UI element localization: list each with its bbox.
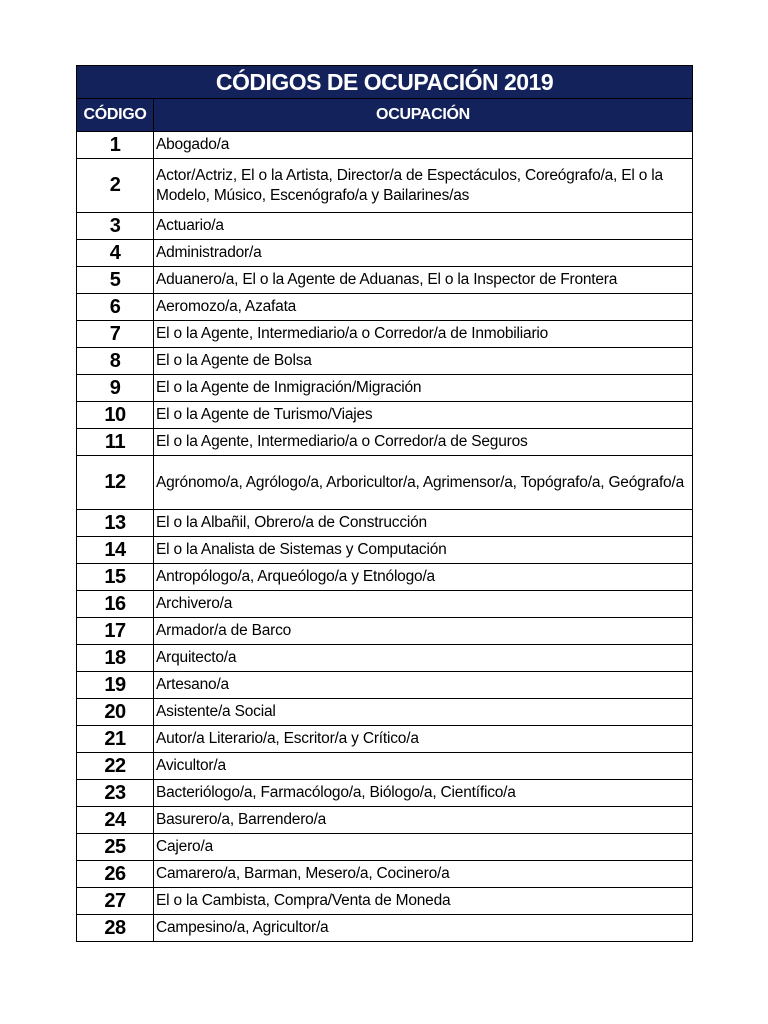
- occupation-cell: El o la Agente, Intermediario/a o Corredor/a de Inmobiliario: [154, 321, 693, 348]
- table-row: [77, 564, 693, 591]
- code-cell: 3: [77, 213, 154, 240]
- code-cell: 9: [77, 375, 154, 402]
- occupation-cell: Actor/Actriz, El o la Artista, Director/a de Espectáculos, Coreógrafo/a, El o la Modelo, Músico, Escenógrafo/a y Bailarines/as: [154, 159, 693, 213]
- table-row: [77, 375, 693, 402]
- table-row: [77, 591, 693, 618]
- table-header-row: [77, 99, 693, 132]
- table-row: [77, 132, 693, 159]
- occupation-cell: Basurero/a, Barrendero/a: [154, 807, 693, 834]
- code-cell: 21: [77, 726, 154, 753]
- occupation-cell: Avicultor/a: [154, 753, 693, 780]
- occupation-codes-table: [76, 65, 693, 942]
- code-cell: 18: [77, 645, 154, 672]
- occupation-cell: Aeromozo/a, Azafata: [154, 294, 693, 321]
- code-cell: 2: [77, 159, 154, 213]
- occupation-cell: Antropólogo/a, Arqueólogo/a y Etnólogo/a: [154, 564, 693, 591]
- occupation-cell: Abogado/a: [154, 132, 693, 159]
- occupation-cell: Artesano/a: [154, 672, 693, 699]
- table-row: [77, 510, 693, 537]
- occupation-cell: El o la Agente de Bolsa: [154, 348, 693, 375]
- code-cell: 27: [77, 888, 154, 915]
- occupation-cell: Camarero/a, Barman, Mesero/a, Cocinero/a: [154, 861, 693, 888]
- occupation-cell: Cajero/a: [154, 834, 693, 861]
- occupation-cell: Arquitecto/a: [154, 645, 693, 672]
- table-row: [77, 807, 693, 834]
- table-title: CÓDIGOS DE OCUPACIÓN 2019: [77, 66, 693, 99]
- table-row: [77, 429, 693, 456]
- table-row: [77, 294, 693, 321]
- table-row: [77, 834, 693, 861]
- code-cell: 16: [77, 591, 154, 618]
- occupation-cell: Campesino/a, Agricultor/a: [154, 915, 693, 942]
- code-cell: 23: [77, 780, 154, 807]
- code-cell: 5: [77, 267, 154, 294]
- table-row: [77, 537, 693, 564]
- occupation-cell: Aduanero/a, El o la Agente de Aduanas, El o la Inspector de Frontera: [154, 267, 693, 294]
- table-row: [77, 672, 693, 699]
- code-cell: 28: [77, 915, 154, 942]
- occupation-cell: Administrador/a: [154, 240, 693, 267]
- table-row: [77, 780, 693, 807]
- code-cell: 13: [77, 510, 154, 537]
- table-row: [77, 645, 693, 672]
- occupation-cell: Asistente/a Social: [154, 699, 693, 726]
- occupation-cell: Agrónomo/a, Agrólogo/a, Arboricultor/a, Agrimensor/a, Topógrafo/a, Geógrafo/a: [154, 456, 693, 510]
- code-cell: 20: [77, 699, 154, 726]
- code-cell: 15: [77, 564, 154, 591]
- occupation-cell: El o la Analista de Sistemas y Computación: [154, 537, 693, 564]
- code-cell: 17: [77, 618, 154, 645]
- table-row: [77, 699, 693, 726]
- table-row: [77, 753, 693, 780]
- code-cell: 22: [77, 753, 154, 780]
- table-row: [77, 915, 693, 942]
- table-body: [77, 132, 693, 942]
- code-cell: 12: [77, 456, 154, 510]
- column-header-occupation: OCUPACIÓN: [154, 99, 693, 132]
- table-row: [77, 402, 693, 429]
- table-row: [77, 267, 693, 294]
- table-row: [77, 726, 693, 753]
- code-cell: 24: [77, 807, 154, 834]
- code-cell: 8: [77, 348, 154, 375]
- table-row: [77, 348, 693, 375]
- code-cell: 19: [77, 672, 154, 699]
- occupation-cell: Bacteriólogo/a, Farmacólogo/a, Biólogo/a, Científico/a: [154, 780, 693, 807]
- code-cell: 10: [77, 402, 154, 429]
- table-title-row: [77, 66, 693, 99]
- code-cell: 26: [77, 861, 154, 888]
- occupation-cell: Archivero/a: [154, 591, 693, 618]
- occupation-cell: Autor/a Literario/a, Escritor/a y Crítico/a: [154, 726, 693, 753]
- occupation-codes-sheet: [76, 65, 692, 942]
- table-row: [77, 861, 693, 888]
- code-cell: 11: [77, 429, 154, 456]
- occupation-cell: El o la Agente de Inmigración/Migración: [154, 375, 693, 402]
- occupation-cell: Actuario/a: [154, 213, 693, 240]
- occupation-cell: El o la Cambista, Compra/Venta de Moneda: [154, 888, 693, 915]
- occupation-cell: El o la Albañil, Obrero/a de Construcción: [154, 510, 693, 537]
- table-row: [77, 888, 693, 915]
- code-cell: 7: [77, 321, 154, 348]
- code-cell: 14: [77, 537, 154, 564]
- table-row: [77, 159, 693, 213]
- table-row: [77, 321, 693, 348]
- code-cell: 6: [77, 294, 154, 321]
- code-cell: 25: [77, 834, 154, 861]
- code-cell: 4: [77, 240, 154, 267]
- code-cell: 1: [77, 132, 154, 159]
- occupation-cell: Armador/a de Barco: [154, 618, 693, 645]
- occupation-cell: El o la Agente, Intermediario/a o Corredor/a de Seguros: [154, 429, 693, 456]
- table-row: [77, 213, 693, 240]
- occupation-cell: El o la Agente de Turismo/Viajes: [154, 402, 693, 429]
- table-row: [77, 618, 693, 645]
- table-row: [77, 456, 693, 510]
- column-header-code: CÓDIGO: [77, 99, 154, 132]
- table-row: [77, 240, 693, 267]
